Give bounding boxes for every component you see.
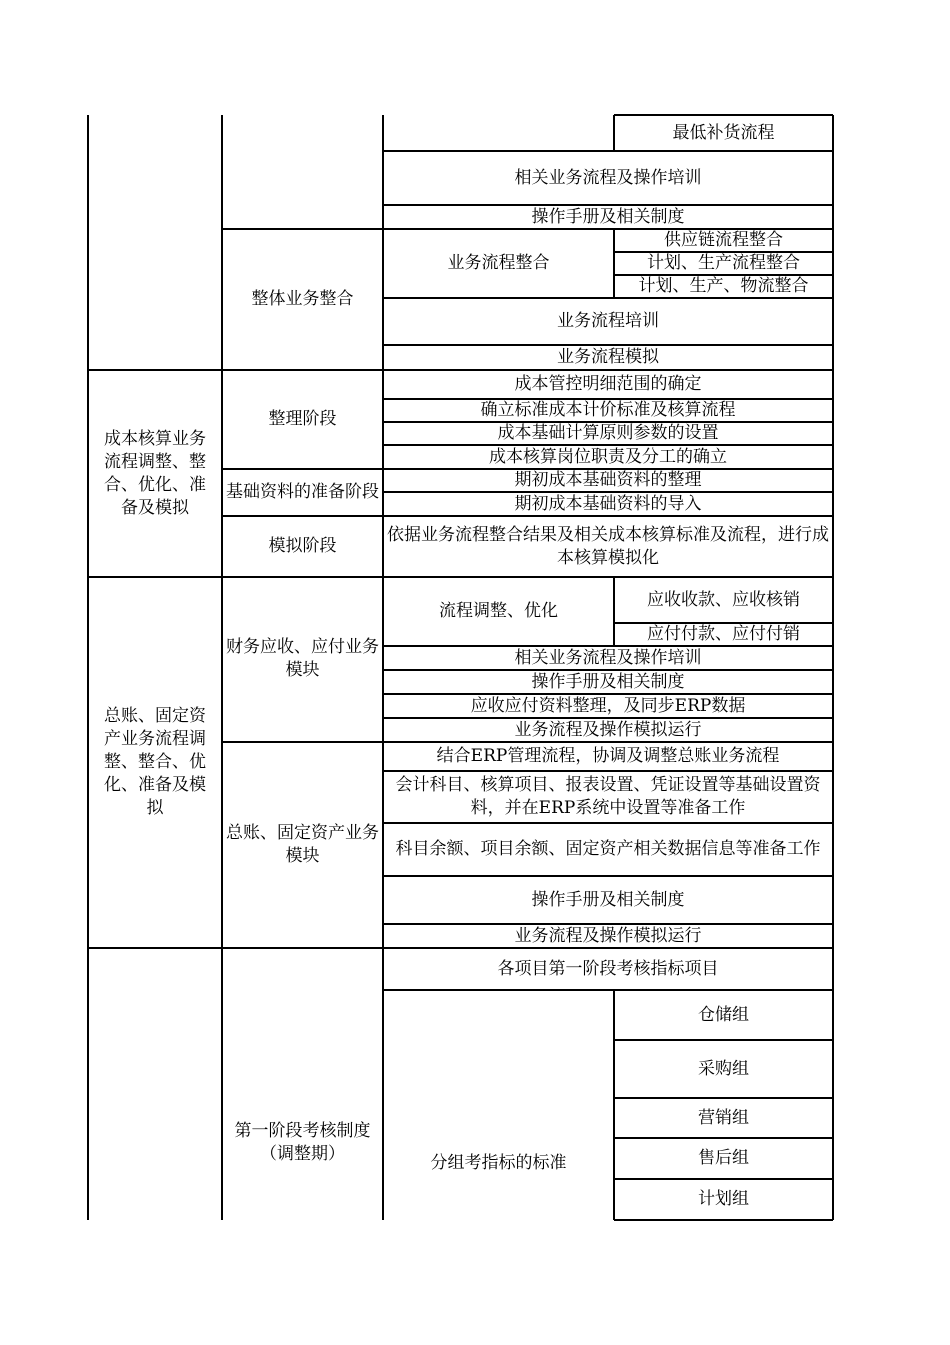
group-indicator-standard: 分组考指标的标准 xyxy=(430,1153,567,1173)
row-basic-settings: 会计科目、核算项目、报表设置、凭证设置等基础设置资料，并在ERP系统中设置等准备工作 xyxy=(395,775,821,818)
row-cost-scope: 成本管控明细范围的确定 xyxy=(514,374,702,394)
section-cost-accounting: 成本核算业务流程调整、整合、优化、准备及模拟 xyxy=(104,428,206,518)
row-balance-preparation: 科目余额、项目余额、固定资产相关数据信息等准备工作 xyxy=(395,839,821,859)
row-manual-and-rules-2: 操作手册及相关制度 xyxy=(531,671,685,692)
group-business-flow-integration: 业务流程整合 xyxy=(447,253,550,273)
module-sorting-stage: 整理阶段 xyxy=(268,409,337,429)
row-assessment-indicators: 各项目第一阶段考核指标项目 xyxy=(497,958,719,979)
row-cost-roles: 成本核算岗位职责及分工的确立 xyxy=(489,446,727,467)
row-cost-simulation: 依据业务流程整合结果及相关成本核算标准及流程，进行成本核算模拟化 xyxy=(387,524,829,568)
row-cost-parameters: 成本基础计算原则参数的设置 xyxy=(497,423,719,443)
row-manual-and-rules: 操作手册及相关制度 xyxy=(531,206,685,227)
module-whole-integration: 整体业务整合 xyxy=(251,288,354,309)
row-business-flow-simulation: 业务流程模拟 xyxy=(557,346,659,367)
row-manual-and-rules-3: 操作手册及相关制度 xyxy=(531,889,685,910)
row-group-purchasing: 采购组 xyxy=(698,1058,749,1079)
row-min-replenishment-flow: 最低补货流程 xyxy=(672,122,775,143)
row-ap-payment: 应付付款、应付付销 xyxy=(647,624,800,644)
group-flow-adjust-optimize: 流程调整、优化 xyxy=(439,601,558,621)
row-group-warehouse: 仓储组 xyxy=(698,1004,749,1025)
row-related-flow-training-2: 相关业务流程及操作培训 xyxy=(514,647,702,668)
row-ar-ap-sync: 应收应付资料整理，及同步ERP数据 xyxy=(470,695,746,716)
row-flow-simulation-run: 业务流程及操作模拟运行 xyxy=(514,719,702,740)
row-group-after-sales: 售后组 xyxy=(698,1148,749,1168)
row-ledger-flow-adjust: 结合ERP管理流程，协调及调整总账业务流程 xyxy=(436,746,780,766)
row-related-flow-training: 相关业务流程及操作培训 xyxy=(514,167,702,188)
row-flow-simulation-run-2: 业务流程及操作模拟运行 xyxy=(514,925,702,946)
row-group-marketing: 营销组 xyxy=(698,1107,749,1128)
row-business-flow-training: 业务流程培训 xyxy=(557,311,659,331)
module-assessment-first-stage: 第一阶段考核制度（调整期） xyxy=(234,1121,371,1164)
row-group-planning: 计划组 xyxy=(698,1189,749,1209)
row-opening-data-sort: 期初成本基础资料的整理 xyxy=(514,470,702,490)
module-ar-ap: 财务应收、应付业务模块 xyxy=(226,637,379,680)
row-plan-production-integration: 计划、生产流程整合 xyxy=(647,253,800,273)
row-ar-collection: 应收收款、应收核销 xyxy=(647,589,800,610)
module-basic-data-stage: 基础资料的准备阶段 xyxy=(226,482,379,502)
row-opening-data-import: 期初成本基础资料的导入 xyxy=(514,493,702,514)
row-plan-production-logistics: 计划、生产、物流整合 xyxy=(638,276,809,296)
section-ledger-fixed-assets: 总账、固定资产业务流程调整、整合、优化、准备及模拟 xyxy=(104,706,206,818)
row-supply-chain-integration: 供应链流程整合 xyxy=(664,230,783,250)
module-ledger-fixed-assets: 总账、固定资产业务模块 xyxy=(226,823,379,866)
row-standard-cost: 确立标准成本计价标准及核算流程 xyxy=(480,400,736,420)
module-simulation-stage: 模拟阶段 xyxy=(268,536,337,556)
